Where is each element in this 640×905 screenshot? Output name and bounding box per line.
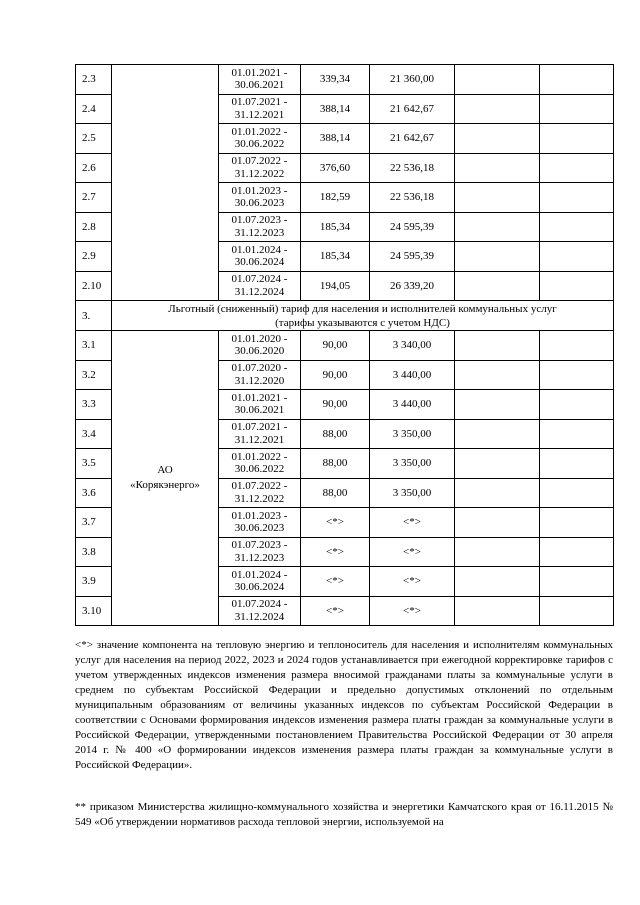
period-cell	[219, 449, 301, 479]
row-number: 2.4	[76, 94, 112, 124]
row-number: 2.10	[76, 271, 112, 301]
empty-cell	[455, 537, 540, 567]
value-thermal-energy: 90,00	[301, 331, 370, 361]
period-end: 31.12.2024	[234, 285, 285, 298]
value-thermal-energy: 88,00	[301, 478, 370, 508]
value-heat-carrier: 3 440,00	[370, 360, 455, 390]
value-thermal-energy: 194,05	[301, 271, 370, 301]
period-cell	[219, 242, 301, 272]
period-cell	[219, 360, 301, 390]
organization-type: АО	[157, 464, 173, 476]
empty-cell	[455, 271, 540, 301]
row-number: 3.7	[76, 508, 112, 538]
empty-cell	[540, 212, 614, 242]
row-number: 2.9	[76, 242, 112, 272]
empty-cell	[455, 478, 540, 508]
period-end: 30.06.2022	[234, 138, 285, 151]
empty-cell	[540, 508, 614, 538]
empty-cell	[455, 331, 540, 361]
row-number: 3.3	[76, 390, 112, 420]
empty-cell	[540, 478, 614, 508]
period-end: 31.12.2024	[234, 610, 285, 623]
value-thermal-energy: 90,00	[301, 390, 370, 420]
period-start: 01.07.2022 -	[231, 480, 288, 493]
tariff-table-body	[76, 65, 614, 626]
value-heat-carrier: 22 536,18	[370, 183, 455, 213]
row-number: 3.9	[76, 567, 112, 597]
value-heat-carrier: 3 350,00	[370, 478, 455, 508]
empty-cell	[455, 449, 540, 479]
period-end: 31.12.2021	[234, 433, 285, 446]
period-start: 01.07.2024 -	[231, 598, 288, 611]
organization-title: «Корякэнерго»	[130, 479, 200, 491]
empty-cell	[540, 449, 614, 479]
value-heat-carrier: <*>	[370, 508, 455, 538]
period-start: 01.01.2023 -	[231, 509, 288, 522]
empty-cell	[540, 537, 614, 567]
value-thermal-energy: 88,00	[301, 419, 370, 449]
value-thermal-energy: 90,00	[301, 360, 370, 390]
empty-cell	[540, 360, 614, 390]
period-start: 01.07.2024 -	[231, 273, 288, 286]
section-title	[112, 301, 614, 331]
period-cell	[219, 478, 301, 508]
period-end: 30.06.2023	[234, 197, 285, 210]
section-header-row	[76, 301, 614, 331]
period-start: 01.07.2021 -	[231, 421, 288, 434]
period-start: 01.01.2024 -	[231, 243, 288, 256]
empty-cell	[540, 65, 614, 95]
period-end: 31.12.2020	[234, 374, 285, 387]
period-start: 01.01.2023 -	[231, 184, 288, 197]
table-row	[76, 65, 614, 95]
empty-cell	[455, 242, 540, 272]
period-end: 30.06.2023	[234, 522, 285, 535]
row-number: 2.6	[76, 153, 112, 183]
empty-cell	[455, 567, 540, 597]
period-cell	[219, 124, 301, 154]
value-thermal-energy: 182,59	[301, 183, 370, 213]
empty-cell	[455, 212, 540, 242]
row-number: 3.2	[76, 360, 112, 390]
empty-cell	[540, 183, 614, 213]
period-cell	[219, 390, 301, 420]
value-heat-carrier: 26 339,20	[370, 271, 455, 301]
period-end: 31.12.2022	[234, 492, 285, 505]
period-end: 30.06.2024	[234, 581, 285, 594]
period-start: 01.01.2020 -	[231, 332, 288, 345]
empty-cell	[540, 390, 614, 420]
value-thermal-energy: 185,34	[301, 242, 370, 272]
value-thermal-energy: 388,14	[301, 94, 370, 124]
value-heat-carrier: 3 340,00	[370, 331, 455, 361]
value-heat-carrier: 24 595,39	[370, 242, 455, 272]
period-cell	[219, 508, 301, 538]
period-cell	[219, 212, 301, 242]
value-thermal-energy: <*>	[301, 596, 370, 626]
row-number: 3.4	[76, 419, 112, 449]
period-start: 01.01.2021 -	[231, 391, 288, 404]
empty-cell	[455, 94, 540, 124]
empty-cell	[540, 596, 614, 626]
empty-cell	[540, 271, 614, 301]
row-number: 3.8	[76, 537, 112, 567]
value-thermal-energy: <*>	[301, 508, 370, 538]
empty-cell	[540, 124, 614, 154]
period-end: 30.06.2020	[234, 345, 285, 358]
value-heat-carrier: <*>	[370, 537, 455, 567]
organization-cell-continued	[112, 65, 219, 301]
empty-cell	[455, 124, 540, 154]
empty-cell	[455, 419, 540, 449]
empty-cell	[540, 419, 614, 449]
value-heat-carrier: 21 360,00	[370, 65, 455, 95]
empty-cell	[540, 567, 614, 597]
empty-cell	[540, 153, 614, 183]
period-end: 30.06.2022	[234, 463, 285, 476]
value-thermal-energy: 185,34	[301, 212, 370, 242]
empty-cell	[455, 390, 540, 420]
section-title-line2: (тарифы указываются с учетом НДС)	[275, 316, 450, 329]
period-cell	[219, 271, 301, 301]
empty-cell	[540, 331, 614, 361]
period-cell	[219, 94, 301, 124]
period-end: 30.06.2024	[234, 256, 285, 269]
period-start: 01.01.2024 -	[231, 568, 288, 581]
empty-cell	[455, 596, 540, 626]
period-end: 30.06.2021	[234, 79, 285, 92]
period-cell	[219, 419, 301, 449]
row-number: 2.7	[76, 183, 112, 213]
empty-cell	[455, 153, 540, 183]
empty-cell	[455, 508, 540, 538]
row-number: 3.10	[76, 596, 112, 626]
value-thermal-energy: 388,14	[301, 124, 370, 154]
period-start: 01.01.2022 -	[231, 125, 288, 138]
value-thermal-energy: <*>	[301, 537, 370, 567]
period-start: 01.07.2022 -	[231, 155, 288, 168]
value-thermal-energy: 376,60	[301, 153, 370, 183]
period-start: 01.07.2021 -	[231, 96, 288, 109]
value-heat-carrier: 3 440,00	[370, 390, 455, 420]
period-start: 01.07.2023 -	[231, 214, 288, 227]
empty-cell	[540, 242, 614, 272]
period-end: 30.06.2021	[234, 404, 285, 417]
value-thermal-energy: <*>	[301, 567, 370, 597]
period-end: 31.12.2023	[234, 551, 285, 564]
value-heat-carrier: 21 642,67	[370, 94, 455, 124]
value-thermal-energy: 88,00	[301, 449, 370, 479]
footnote-asterisk: <*> значение компонента на тепловую энергию и теплоноситель для населения и исполнителям коммунальных услуг для населения на период 2022, 2023 и 2024 годов устанавливается при ежегодной корректировке тарифов с учетом утвержденных индексов изменения размера вносимой гражданами платы за коммунальные услуги в среднем по субъектам Российской Федерации и предельно допустимых отклонений по отдельным муниципальным образованиям от величины указанных индексов по субъектам Российской Федерации в соответствии с Основами формирования индексов изменения размера платы граждан за коммунальные услуги в Российской Федерации, утвержденными постановлением Правительства Российской Федерации от 30 апреля 2014 г. № 400 «О формировании индексов изменения размера платы граждан за коммунальные услуги в Российской Федерации».	[75, 639, 613, 771]
row-number: 3.1	[76, 331, 112, 361]
row-number: 2.5	[76, 124, 112, 154]
period-start: 01.01.2021 -	[231, 66, 288, 79]
empty-cell	[455, 183, 540, 213]
row-number: 2.8	[76, 212, 112, 242]
value-heat-carrier: <*>	[370, 567, 455, 597]
value-thermal-energy: 339,34	[301, 65, 370, 95]
period-start: 01.07.2020 -	[231, 362, 288, 375]
value-heat-carrier: 3 350,00	[370, 419, 455, 449]
tariff-table	[75, 64, 614, 626]
organization-name	[112, 331, 219, 626]
value-heat-carrier: <*>	[370, 596, 455, 626]
period-start: 01.01.2022 -	[231, 450, 288, 463]
section-number: 3.	[76, 301, 112, 331]
period-cell	[219, 537, 301, 567]
period-cell	[219, 183, 301, 213]
period-end: 31.12.2021	[234, 108, 285, 121]
row-number: 3.5	[76, 449, 112, 479]
period-end: 31.12.2022	[234, 167, 285, 180]
empty-cell	[455, 360, 540, 390]
period-cell	[219, 596, 301, 626]
empty-cell	[455, 65, 540, 95]
empty-cell	[540, 94, 614, 124]
row-number: 3.6	[76, 478, 112, 508]
period-start: 01.07.2023 -	[231, 539, 288, 552]
value-heat-carrier: 21 642,67	[370, 124, 455, 154]
row-number: 2.3	[76, 65, 112, 95]
table-row	[76, 331, 614, 361]
period-cell	[219, 65, 301, 95]
period-cell	[219, 331, 301, 361]
footnote-double-asterisk: ** приказом Министерства жилищно-коммунального хозяйства и энергетики Камчатского края от 16.11.2015 № 549 «Об утверждении нормативов расхода тепловой энергии, используемой на	[75, 801, 613, 828]
period-cell	[219, 153, 301, 183]
period-end: 31.12.2023	[234, 226, 285, 239]
value-heat-carrier: 22 536,18	[370, 153, 455, 183]
section-title-line1: Льготный (сниженный) тариф для населения и исполнителей коммунальных услуг	[168, 302, 557, 315]
value-heat-carrier: 3 350,00	[370, 449, 455, 479]
value-heat-carrier: 24 595,39	[370, 212, 455, 242]
period-cell	[219, 567, 301, 597]
